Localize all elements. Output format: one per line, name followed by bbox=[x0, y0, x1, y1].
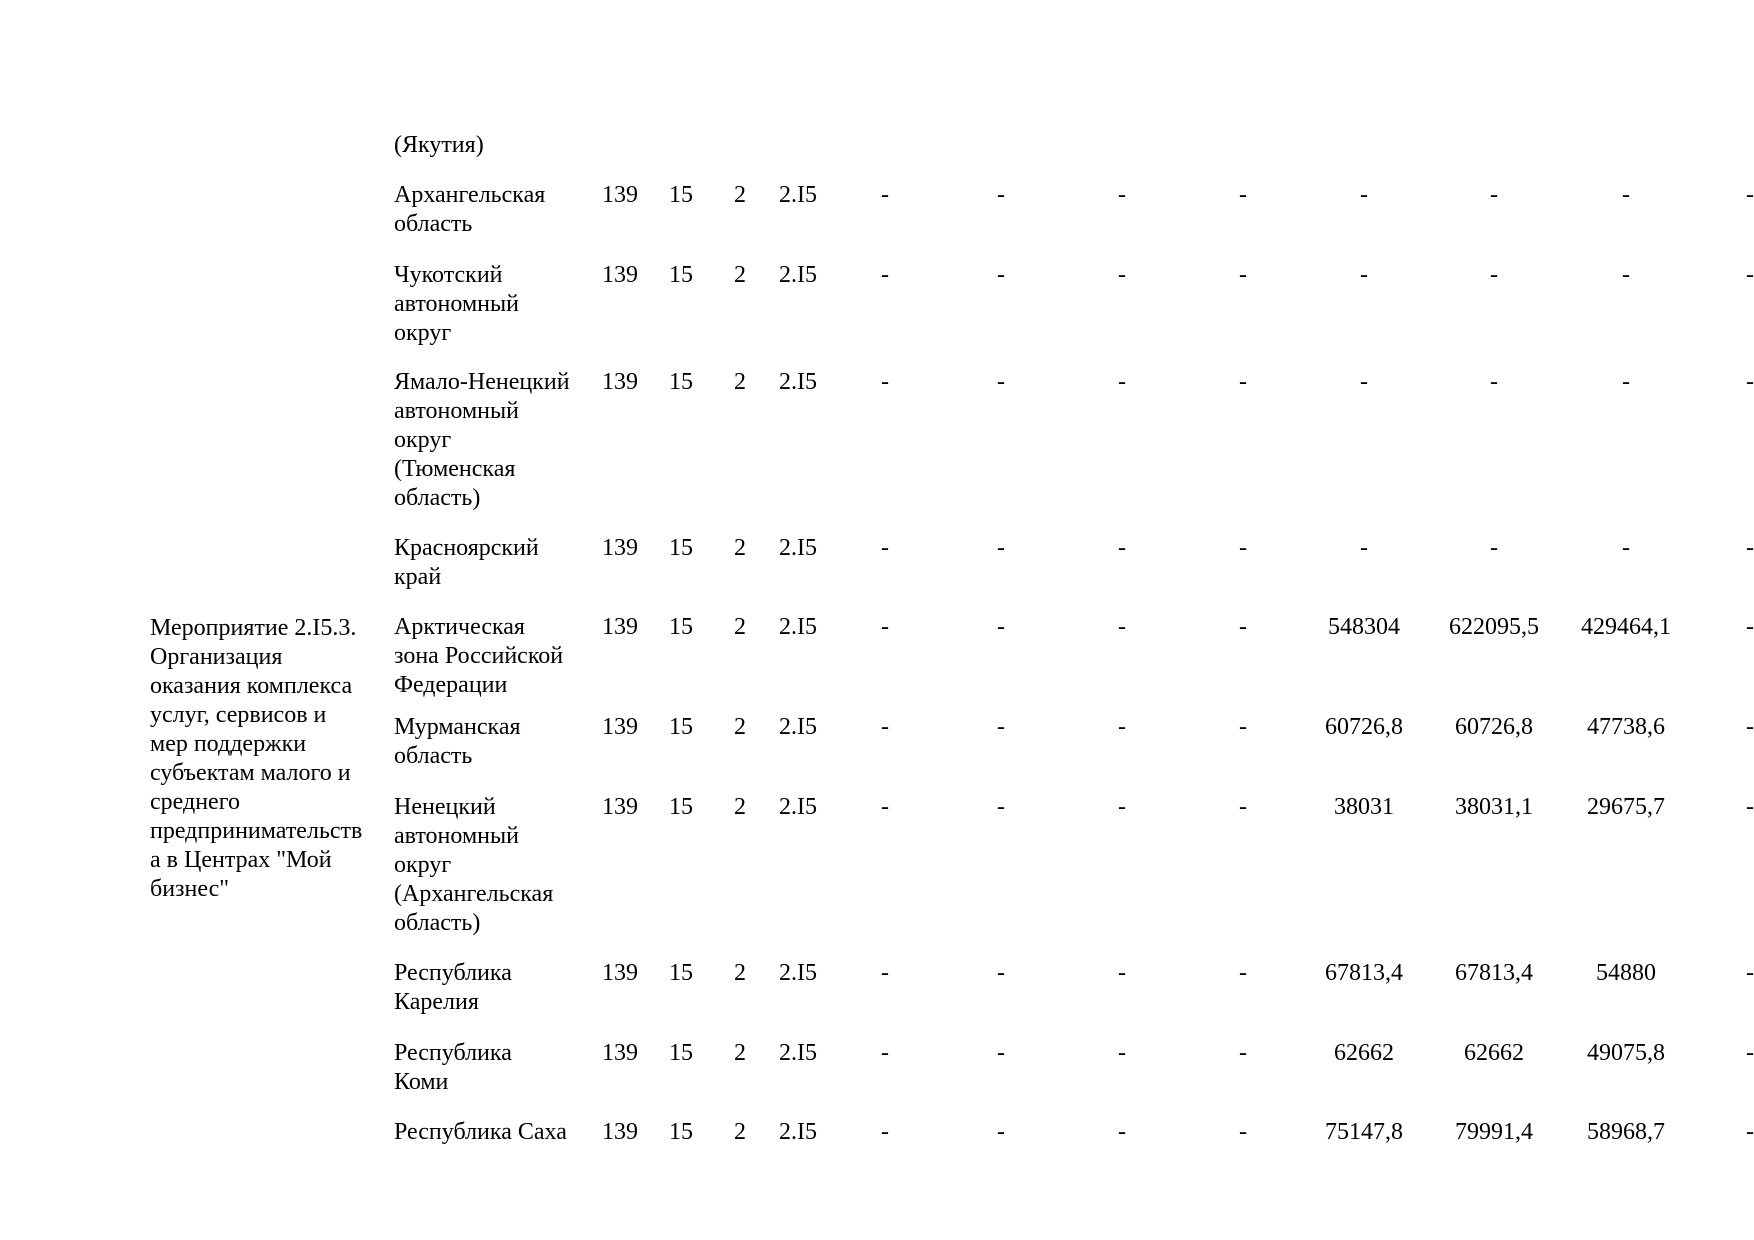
amount-cell: - bbox=[1239, 794, 1247, 820]
region-line: (Архангельская bbox=[394, 881, 554, 907]
region-name bbox=[394, 613, 594, 700]
amount-cell: - bbox=[1118, 794, 1126, 820]
amount-cell: - bbox=[1239, 614, 1247, 640]
region-name bbox=[394, 261, 594, 348]
region-name bbox=[394, 1118, 594, 1147]
amount-cell: - bbox=[997, 182, 1005, 208]
measure-line: предпринимательств bbox=[150, 818, 363, 844]
grbs-code: 139 bbox=[602, 614, 638, 640]
amount-cell: - bbox=[1239, 1119, 1247, 1145]
amount-cell: - bbox=[1746, 1040, 1754, 1066]
amount-cell: - bbox=[997, 614, 1005, 640]
target-code: 2.I5 bbox=[779, 369, 817, 395]
region-line: область) bbox=[394, 910, 481, 936]
subsection-code: 2 bbox=[734, 369, 746, 395]
grbs-code: 139 bbox=[602, 369, 638, 395]
amount-cell: - bbox=[881, 535, 889, 561]
region-line: Чукотский bbox=[394, 262, 503, 288]
subsection-code: 2 bbox=[734, 794, 746, 820]
amount-cell: 58968,7 bbox=[1587, 1119, 1665, 1145]
amount-cell: - bbox=[881, 794, 889, 820]
amount-cell: - bbox=[881, 614, 889, 640]
grbs-code: 139 bbox=[602, 794, 638, 820]
measure-line: услуг, сервисов и bbox=[150, 702, 327, 728]
region-name bbox=[394, 793, 594, 938]
region-name bbox=[394, 713, 594, 771]
section-code: 15 bbox=[669, 262, 693, 288]
amount-cell: - bbox=[881, 262, 889, 288]
target-code: 2.I5 bbox=[779, 614, 817, 640]
amount-cell: - bbox=[1118, 535, 1126, 561]
region-line: Республика bbox=[394, 960, 512, 986]
measure-line: Мероприятие 2.I5.3. bbox=[150, 615, 357, 641]
amount-cell: 38031,1 bbox=[1455, 794, 1533, 820]
region-line: область bbox=[394, 211, 473, 237]
region-name bbox=[394, 959, 594, 1017]
amount-cell: - bbox=[1746, 535, 1754, 561]
amount-cell: - bbox=[1239, 1040, 1247, 1066]
region-line: автономный bbox=[394, 823, 519, 849]
target-code: 2.I5 bbox=[779, 1119, 817, 1145]
amount-cell: 47738,6 bbox=[1587, 714, 1665, 740]
amount-cell: - bbox=[997, 535, 1005, 561]
amount-cell: - bbox=[1746, 960, 1754, 986]
section-code: 15 bbox=[669, 535, 693, 561]
amount-cell: - bbox=[1360, 369, 1368, 395]
amount-cell: - bbox=[1118, 614, 1126, 640]
grbs-code: 139 bbox=[602, 535, 638, 561]
amount-cell: - bbox=[1746, 369, 1754, 395]
section-code: 15 bbox=[669, 182, 693, 208]
amount-cell: - bbox=[1490, 182, 1498, 208]
region-line: Мурманская bbox=[394, 714, 521, 740]
amount-cell: - bbox=[997, 714, 1005, 740]
amount-cell: - bbox=[1118, 714, 1126, 740]
target-code: 2.I5 bbox=[779, 262, 817, 288]
amount-cell: 622095,5 bbox=[1449, 614, 1539, 640]
section-code: 15 bbox=[669, 714, 693, 740]
amount-cell: - bbox=[997, 1040, 1005, 1066]
amount-cell: 75147,8 bbox=[1325, 1119, 1403, 1145]
amount-cell: 548304 bbox=[1328, 614, 1400, 640]
amount-cell: - bbox=[1622, 369, 1630, 395]
target-code: 2.I5 bbox=[779, 714, 817, 740]
region-line: Коми bbox=[394, 1069, 449, 1095]
region-line: округ bbox=[394, 427, 452, 453]
amount-cell: - bbox=[1490, 535, 1498, 561]
subsection-code: 2 bbox=[734, 262, 746, 288]
amount-cell: - bbox=[1118, 960, 1126, 986]
grbs-code: 139 bbox=[602, 182, 638, 208]
region-name bbox=[394, 181, 594, 239]
region-line: автономный bbox=[394, 398, 519, 424]
amount-cell: - bbox=[881, 1119, 889, 1145]
target-code: 2.I5 bbox=[779, 1040, 817, 1066]
region-line: Ненецкий bbox=[394, 794, 496, 820]
amount-cell: - bbox=[881, 714, 889, 740]
subsection-code: 2 bbox=[734, 1040, 746, 1066]
region-line: округ bbox=[394, 852, 452, 878]
region-line: (Тюменская bbox=[394, 456, 516, 482]
amount-cell: - bbox=[881, 1040, 889, 1066]
amount-cell: - bbox=[1622, 535, 1630, 561]
region-line: Карелия bbox=[394, 989, 479, 1015]
region-name bbox=[394, 534, 594, 592]
region-name bbox=[394, 368, 594, 513]
amount-cell: - bbox=[1360, 535, 1368, 561]
amount-cell: - bbox=[1239, 369, 1247, 395]
region-line: Федерации bbox=[394, 672, 508, 698]
amount-cell: 62662 bbox=[1334, 1040, 1394, 1066]
region-line: Республика Саха bbox=[394, 1119, 567, 1145]
region-name bbox=[394, 1039, 594, 1097]
subsection-code: 2 bbox=[734, 960, 746, 986]
amount-cell: 67813,4 bbox=[1325, 960, 1403, 986]
amount-cell: 49075,8 bbox=[1587, 1040, 1665, 1066]
measure-line: субъектам малого и bbox=[150, 760, 351, 786]
target-code: 2.I5 bbox=[779, 182, 817, 208]
amount-cell: 38031 bbox=[1334, 794, 1394, 820]
amount-cell: - bbox=[1239, 262, 1247, 288]
region-line: округ bbox=[394, 320, 452, 346]
amount-cell: - bbox=[1746, 714, 1754, 740]
amount-cell: - bbox=[881, 369, 889, 395]
section-code: 15 bbox=[669, 794, 693, 820]
amount-cell: - bbox=[997, 262, 1005, 288]
amount-cell: 29675,7 bbox=[1587, 794, 1665, 820]
amount-cell: - bbox=[1239, 960, 1247, 986]
region-continuation: (Якутия) bbox=[394, 132, 484, 158]
amount-cell: 60726,8 bbox=[1455, 714, 1533, 740]
region-line: Архангельская bbox=[394, 182, 546, 208]
grbs-code: 139 bbox=[602, 714, 638, 740]
region-line: Ямало-Ненецкий bbox=[394, 369, 570, 395]
amount-cell: - bbox=[1118, 1119, 1126, 1145]
section-code: 15 bbox=[669, 1119, 693, 1145]
amount-cell: - bbox=[997, 369, 1005, 395]
amount-cell: - bbox=[1622, 262, 1630, 288]
target-code: 2.I5 bbox=[779, 960, 817, 986]
amount-cell: - bbox=[997, 1119, 1005, 1145]
subsection-code: 2 bbox=[734, 182, 746, 208]
amount-cell: - bbox=[1746, 262, 1754, 288]
region-line: область) bbox=[394, 485, 481, 511]
amount-cell: - bbox=[881, 960, 889, 986]
measure-line: а в Центрах "Мой bbox=[150, 847, 332, 873]
measure-description bbox=[150, 614, 380, 904]
measure-line: мер поддержки bbox=[150, 731, 307, 757]
amount-cell: 54880 bbox=[1596, 960, 1656, 986]
amount-cell: - bbox=[1490, 369, 1498, 395]
amount-cell: - bbox=[1360, 182, 1368, 208]
section-code: 15 bbox=[669, 614, 693, 640]
amount-cell: - bbox=[1118, 1040, 1126, 1066]
measure-line: бизнес" bbox=[150, 876, 230, 902]
measure-line: среднего bbox=[150, 789, 240, 815]
amount-cell: - bbox=[1118, 369, 1126, 395]
region-line: зона Российской bbox=[394, 643, 564, 669]
amount-cell: - bbox=[881, 182, 889, 208]
measure-line: Организация bbox=[150, 644, 283, 670]
amount-cell: 429464,1 bbox=[1581, 614, 1671, 640]
amount-cell: - bbox=[1360, 262, 1368, 288]
region-line: Красноярский bbox=[394, 535, 539, 561]
region-line: Республика bbox=[394, 1040, 512, 1066]
section-code: 15 bbox=[669, 369, 693, 395]
amount-cell: - bbox=[1490, 262, 1498, 288]
subsection-code: 2 bbox=[734, 1119, 746, 1145]
section-code: 15 bbox=[669, 1040, 693, 1066]
amount-cell: - bbox=[1622, 182, 1630, 208]
amount-cell: - bbox=[1239, 714, 1247, 740]
grbs-code: 139 bbox=[602, 262, 638, 288]
amount-cell: 67813,4 bbox=[1455, 960, 1533, 986]
measure-line: оказания комплекса bbox=[150, 673, 353, 699]
region-line: область bbox=[394, 743, 473, 769]
amount-cell: - bbox=[997, 960, 1005, 986]
amount-cell: 62662 bbox=[1464, 1040, 1524, 1066]
amount-cell: - bbox=[1239, 182, 1247, 208]
amount-cell: - bbox=[997, 794, 1005, 820]
amount-cell: 79991,4 bbox=[1455, 1119, 1533, 1145]
grbs-code: 139 bbox=[602, 1119, 638, 1145]
amount-cell: 60726,8 bbox=[1325, 714, 1403, 740]
region-line: Арктическая bbox=[394, 614, 525, 640]
amount-cell: - bbox=[1239, 535, 1247, 561]
amount-cell: - bbox=[1118, 182, 1126, 208]
grbs-code: 139 bbox=[602, 960, 638, 986]
section-code: 15 bbox=[669, 960, 693, 986]
region-line: автономный bbox=[394, 291, 519, 317]
grbs-code: 139 bbox=[602, 1040, 638, 1066]
region-line: край bbox=[394, 564, 442, 590]
target-code: 2.I5 bbox=[779, 794, 817, 820]
target-code: 2.I5 bbox=[779, 535, 817, 561]
subsection-code: 2 bbox=[734, 614, 746, 640]
subsection-code: 2 bbox=[734, 535, 746, 561]
amount-cell: - bbox=[1746, 182, 1754, 208]
amount-cell: - bbox=[1746, 794, 1754, 820]
amount-cell: - bbox=[1118, 262, 1126, 288]
amount-cell: - bbox=[1746, 1119, 1754, 1145]
subsection-code: 2 bbox=[734, 714, 746, 740]
amount-cell: - bbox=[1746, 614, 1754, 640]
